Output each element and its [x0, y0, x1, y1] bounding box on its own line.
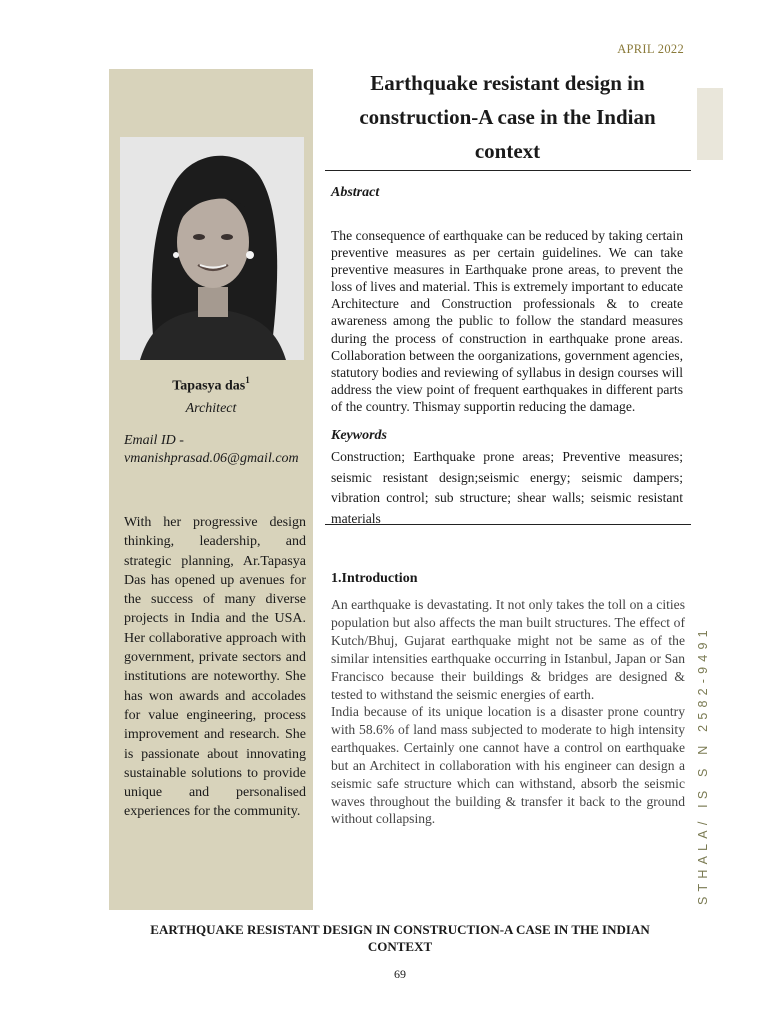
author-name: Tapasya das$^1$ [172, 375, 250, 394]
journal-issn-label: STHALA/ IS S N 2582-9491 [696, 625, 710, 905]
title-divider [325, 170, 691, 171]
issue-date: APRIL 2022 [617, 42, 684, 56]
author-role: Architect [185, 401, 237, 416]
introduction-paragraph: India because of its unique location is a disaster prone country with 58.6% of land mass subjected to moderate to high intensity earthquakes. Certainly one cannot have a control on earthquake but an Architect in collaboration with his engineer can design a seismic safe structure which can withstand, absorb the seismic waves throughout the building & transfer it back to the ground without collapsing. [331, 704, 685, 827]
keywords-heading: Keywords [331, 428, 387, 443]
introduction-paragraph: An earthquake is devastating. It not only takes the toll on a cities population but also affects the man built structures. The effect of Kutch/Bhuj, Gujarat earthquake might not be same as of the similar intensities earthquake occurring in Istanbul, Japan or San Francisco because their buildings & bridges are designed & tested to withstand the seismic energies of earth. [331, 597, 685, 702]
author-email: Email ID - vmanishprasad.06@gmail.com [124, 433, 299, 466]
keywords-divider [325, 524, 691, 525]
author-bio: With her progressive design thinking, leadership, and strategic planning, Ar.Tapasya Das has opened up avenues for the success of many diverse projects in India and the USA. Her collaborative approach with government, private sectors and institutions are noteworthy. She has won awards and accolades for value engineering, process improvement and research. She is passionate about innovating sustainable solutions to provide unique and personalised experiences for the community. [124, 515, 306, 820]
author-portrait [120, 137, 304, 360]
abstract-text: The consequence of earthquake can be reduced by taking certain preventive measures as per certain guidelines. We can take preventive measures in Earthquake prone areas, to prevent the loss of lives and material. This is extremely important to educate Architecture and Construction professionals & to create awareness among the public to follow the standard measures during the process of construction in earthquake prone areas. Collaboration between the oorganizations, government agencies, statutory bodies and reviewing of syllabus in design courses will address the view point of frequent earthquakes in different parts of the country. Thismay supportin reducing the damage. [331, 228, 683, 414]
article-title: Earthquake resistant design in construction-A case in the Indian context [359, 71, 656, 163]
abstract-heading: Abstract [331, 185, 380, 200]
introduction-heading: 1.Introduction [331, 571, 418, 586]
page-tab-marker [697, 88, 723, 160]
page-number: 69 [394, 967, 406, 981]
author-footnote-marker: 1 [245, 375, 250, 385]
running-footer-title: EARTHQUAKE RESISTANT DESIGN IN CONSTRUCTION-A CASE IN THE INDIAN CONTEXT [150, 922, 650, 954]
keywords-text: Construction; Earthquake prone areas; Preventive measures; seismic resistant design;seismic energy; seismic dampers; vibration control; sub structure; shear walls; seismic resistant materials [331, 449, 683, 526]
